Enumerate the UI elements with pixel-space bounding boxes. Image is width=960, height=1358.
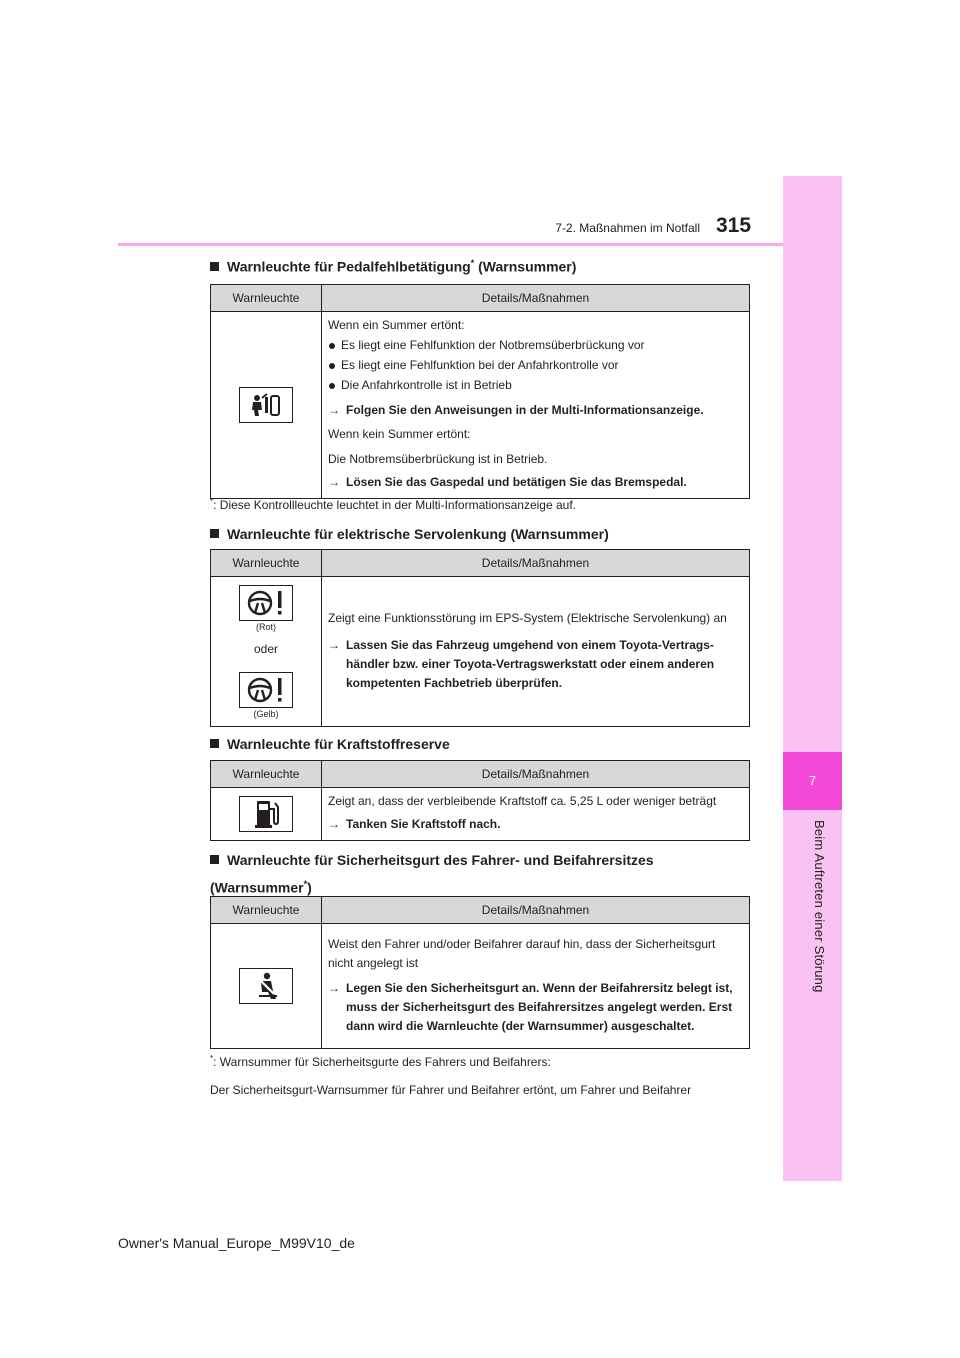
arrow-icon: → (328, 403, 340, 417)
fuel-warning-table (210, 760, 750, 841)
bullet-icon (329, 383, 335, 389)
eps-warning-table (210, 549, 750, 727)
col-warnleuchte: Warnleuchte (211, 897, 322, 924)
arrow-icon: → (328, 637, 340, 652)
list-item: Es liegt eine Fehlfunktion der Notbremsüberbrückung vor (328, 336, 743, 355)
pedal-misoperation-icon (239, 387, 293, 423)
heading-seatbelt-warning: Warnleuchte für Sicherheitsgurt des Fahrer- und Beifahrersitzes (Warnsummer*) (210, 852, 654, 896)
col-warnleuchte: Warnleuchte (211, 285, 322, 312)
section-title: 7-2. Maßnahmen im Notfall (555, 221, 700, 235)
col-warnleuchte: Warnleuchte (211, 761, 322, 788)
square-bullet-icon (210, 529, 219, 538)
footnote: *: Warnsummer für Sicherheitsgurte des Fahrers und Beifahrers: (210, 1054, 551, 1069)
arrow-icon: → (328, 817, 340, 831)
action-instruction: → Lösen Sie das Gaspedal und betätigen Sie das Bremspedal. (328, 473, 743, 492)
seatbelt-icon (239, 968, 293, 1004)
table-row: (Rot) oder (Gelb) Zeigt eine Funktionsstörung im EPS-System (Elektrische Servolenkung) an → Lassen Sie das Fahrzeug umgehend von einem Toyota-Vertrags-händler bzw. einer Toyota-Vertragswerkstatt oder einem anderen kompetenten Fachbetrieb überprüfen. (211, 577, 750, 727)
square-bullet-icon (210, 262, 219, 271)
action-instruction: → Lassen Sie das Fahrzeug umgehend von einem Toyota-Vertrags-händler bzw. einer Toyota-Vertragswerkstatt oder einem anderen kompetenten Fachbetrieb überprüfen. (328, 636, 743, 693)
heading-eps-warning: Warnleuchte für elektrische Servolenkung (Warnsummer) (210, 526, 609, 542)
list-item: Die Anfahrkontrolle ist in Betrieb (328, 376, 743, 395)
list-item: Es liegt eine Fehlfunktion bei der Anfahrkontrolle vor (328, 356, 743, 375)
seatbelt-warning-table (210, 896, 750, 1049)
bullet-icon (329, 363, 335, 369)
table-row: Wenn ein Summer ertönt: Es liegt eine Fehlfunktion der Notbremsüberbrückung vor Es liegt eine Fehlfunktion bei der Anfahrkontrolle vor Die Anfahrkontrolle ist in Betrieb → Folgen Sie den Anweisungen in der Multi-Informationsanzeige. Wenn kein Summer ertönt: Die Notbremsüberbrückung ist in Betrieb. → Lösen Sie das Gaspedal und betätigen Sie das Bremspedal. (211, 312, 750, 499)
header-rule (118, 243, 783, 246)
chapter-number: 7 (783, 752, 842, 810)
fuel-pump-icon (239, 796, 293, 832)
footer: Owner's Manual_Europe_M99V10_de (118, 1235, 355, 1251)
footnote: *: Diese Kontrollleuchte leuchtet in der Multi-Informationsanzeige auf. (210, 497, 576, 512)
power-steering-warning-icon (239, 585, 293, 621)
square-bullet-icon (210, 739, 219, 748)
arrow-icon: → (328, 980, 340, 995)
table-header-row (211, 550, 750, 577)
caption-yellow: (Gelb) (253, 708, 279, 719)
col-details: Details/Maßnahmen (322, 897, 750, 924)
pedal-warning-table (210, 284, 750, 499)
bullet-icon (329, 343, 335, 349)
chapter-title: Beim Auftreten einer Störung (812, 820, 827, 993)
table-header-row (211, 761, 750, 788)
table-row: Weist den Fahrer und/oder Beifahrer darauf hin, dass der Sicherheitsgurt nicht angelegt ist → Legen Sie den Sicherheitsgurt an. Wenn der Beifahrersitz belegt ist, muss der Sicherheitsgurt des Beifahrersitzes angelegt werden. Erst dann wird die Warnleuchte (der Warnsummer) ausgeschaltet. (211, 924, 750, 1049)
page-number: 315 (716, 214, 752, 237)
arrow-icon: → (328, 475, 340, 489)
caption-red: (Rot) (256, 621, 276, 632)
col-details: Details/Maßnahmen (322, 761, 750, 788)
col-details: Details/Maßnahmen (322, 285, 750, 312)
power-steering-warning-icon (239, 672, 293, 708)
action-instruction: → Folgen Sie den Anweisungen in der Multi-Informationsanzeige. (328, 401, 743, 420)
col-warnleuchte: Warnleuchte (211, 550, 322, 577)
heading-fuel-warning: Warnleuchte für Kraftstoffreserve (210, 736, 450, 752)
chapter-tab (783, 176, 842, 1181)
col-details: Details/Maßnahmen (322, 550, 750, 577)
table-header-row (211, 897, 750, 924)
table-header-row (211, 285, 750, 312)
continuation-text: Der Sicherheitsgurt-Warnsummer für Fahrer und Beifahrer ertönt, um Fahrer und Beifahrer (210, 1083, 692, 1097)
square-bullet-icon (210, 855, 219, 864)
heading-pedal-warning: Warnleuchte für Pedalfehlbetätigung* (Warnsummer) (210, 258, 576, 275)
action-instruction: → Legen Sie den Sicherheitsgurt an. Wenn der Beifahrersitz belegt ist, muss der Sicherheitsgurt des Beifahrersitzes angelegt werden. Erst dann wird die Warnleuchte (der Warnsummer) ausgeschaltet. (328, 979, 743, 1036)
action-instruction: → Tanken Sie Kraftstoff nach. (328, 815, 743, 834)
or-label: oder (253, 641, 279, 656)
table-row: Zeigt an, dass der verbleibende Kraftstoff ca. 5,25 L oder weniger beträgt → Tanken Sie Kraftstoff nach. (211, 788, 750, 841)
